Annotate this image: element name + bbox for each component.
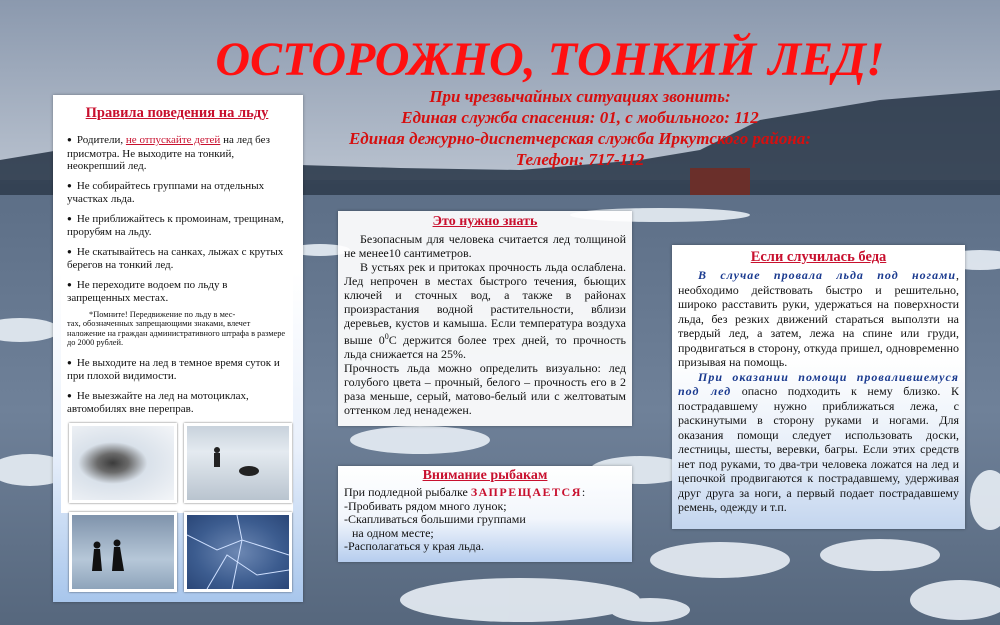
emergency-contacts bbox=[300, 86, 860, 170]
list-item: -Пробивать рядом много лунок; bbox=[344, 498, 507, 513]
fishing-lead-text: При подледной рыбалке bbox=[344, 485, 471, 499]
trouble-body: , необходимо действовать быстро и решительно, широко расставить руки, удержаться на поверхности льда, без резких движений стараться выползти на твердый лед, а затем, лежа на спине или груди, продвигаться в сторону, откуда пришел, одновременно призывая на помощь. bbox=[678, 268, 959, 369]
list-item: ● Не приближайтесь к промоинам, трещинам, прорубям на льду. bbox=[67, 213, 289, 239]
list-item bbox=[67, 134, 289, 173]
list-item: на одном месте; bbox=[352, 525, 434, 540]
trouble-lead: В случае провала льда под ногами bbox=[698, 268, 956, 282]
emergency-line: Единая дежурно-диспетчерская служба Иркутского района: bbox=[348, 129, 812, 148]
know-panel bbox=[338, 211, 632, 426]
know-paragraph: Прочность льда можно определить визуально: лед голубого цвета – прочный, белого – прочность его в 2 раза меньше, серый, матово-белый или с желтоватым оттенком лед ненадежен. bbox=[344, 361, 626, 417]
know-text bbox=[338, 232, 632, 417]
degree-sup: 0 bbox=[384, 332, 389, 341]
fine-note-rest: тах, обозначенных запрещающими знаками, влечет наложение на граждан административного штрафа в размере до 2000 рублей. bbox=[67, 319, 286, 347]
fishing-lead bbox=[344, 486, 626, 500]
forbid-label: ЗАПРЕЩАЕТСЯ bbox=[470, 485, 582, 499]
rules-heading: Правила поведения на льду bbox=[85, 105, 269, 121]
fishing-heading: Внимание рыбакам bbox=[422, 468, 548, 483]
trouble-panel bbox=[672, 245, 965, 529]
trouble-paragraph bbox=[678, 370, 959, 515]
people-figures-icon bbox=[72, 515, 174, 589]
know-text-part: С держится более трех дней, то прочность льда снижается на 25%. bbox=[344, 333, 626, 361]
list-item: -Располагаться у края льда. bbox=[344, 539, 484, 553]
trouble-lead: При оказании помощи провалившемуся под лед bbox=[678, 369, 959, 398]
fishing-lead-colon: : bbox=[581, 485, 586, 499]
know-paragraph: Безопасным для человека считается лед толщиной не менее10 сантиметров. bbox=[344, 232, 626, 260]
rule-text: Родители, bbox=[76, 134, 126, 146]
poster-title: ОСТОРОЖНО, ТОНКИЙ ЛЕД! bbox=[215, 33, 885, 86]
rules-list-2 bbox=[61, 357, 293, 416]
photo-cracked-ice bbox=[184, 512, 292, 592]
know-heading: Это нужно знать bbox=[432, 214, 538, 229]
fishing-panel bbox=[338, 466, 632, 562]
list-item: ● Не выходите на лед в темное время суток и при плохой видимости. bbox=[67, 357, 289, 383]
fine-note-first: *Помните! Передвижение по льду в мес- bbox=[89, 309, 236, 319]
photo-people-on-ice bbox=[69, 512, 177, 592]
emergency-line: Единая служба спасения: 01, с мобильного: 112 bbox=[401, 108, 759, 127]
list-item: ● Не переходите водоем по льду в запрещенных местах. bbox=[67, 279, 289, 305]
emergency-line: При чрезвычайных ситуациях звонить: bbox=[429, 87, 731, 106]
trouble-paragraph bbox=[678, 268, 959, 370]
emergency-phone: Телефон: 717-112 bbox=[515, 150, 645, 169]
rule-text: на лед без присмотра. Не выходите на тонкий, неокрепший лед. bbox=[67, 134, 270, 172]
trouble-text bbox=[672, 268, 965, 515]
rule-emphasis: не отпускайте детей bbox=[125, 134, 221, 146]
rescue-figures-icon bbox=[187, 426, 289, 500]
photo-person-fallen-ice bbox=[69, 423, 177, 503]
know-text-part: В устьях рек и притоках прочность льда ослаблена. Лед непрочен в местах быстрого течения, бьющих ключей и сточных вод, а также в районах произрастания водной растительности, вблизи деревьев, кустов и камыша. Если температура воздуха выше 0 bbox=[344, 260, 626, 347]
photo-rescue-on-ice bbox=[184, 423, 292, 503]
list-item: ● Не собирайтесь группами на отдельных участках льда. bbox=[67, 180, 289, 206]
list-item: ● Не скатывайтесь на санках, лыжах с крутых берегов на тонкий лед. bbox=[67, 246, 289, 272]
crack-lines-icon bbox=[187, 515, 289, 589]
trouble-heading: Если случилась беда bbox=[750, 249, 887, 265]
rules-list bbox=[61, 134, 293, 305]
list-item: -Скапливаться большими группами bbox=[344, 512, 526, 526]
know-paragraph bbox=[344, 260, 626, 361]
trouble-body: опасно подходить к нему близко. К пострадавшему нужно приближаться лежа, с раскинутыми в сторону руками и ногами. Для оказания помощи следует использовать доски, лестницы, шесты, веревки, багры. Если этих средств нет под руками, то два-три человека ложатся на лед и цепочкой продвигаются к пострадавшему, удерживая друг друга за ноги, а первый подает пострадавшему ремень, одежду и т.п. bbox=[678, 384, 959, 514]
list-item: ● Не выезжайте на лед на мотоциклах, автомобилях вне переправ. bbox=[67, 390, 289, 416]
fine-note bbox=[61, 310, 293, 348]
fishing-text bbox=[338, 486, 632, 554]
